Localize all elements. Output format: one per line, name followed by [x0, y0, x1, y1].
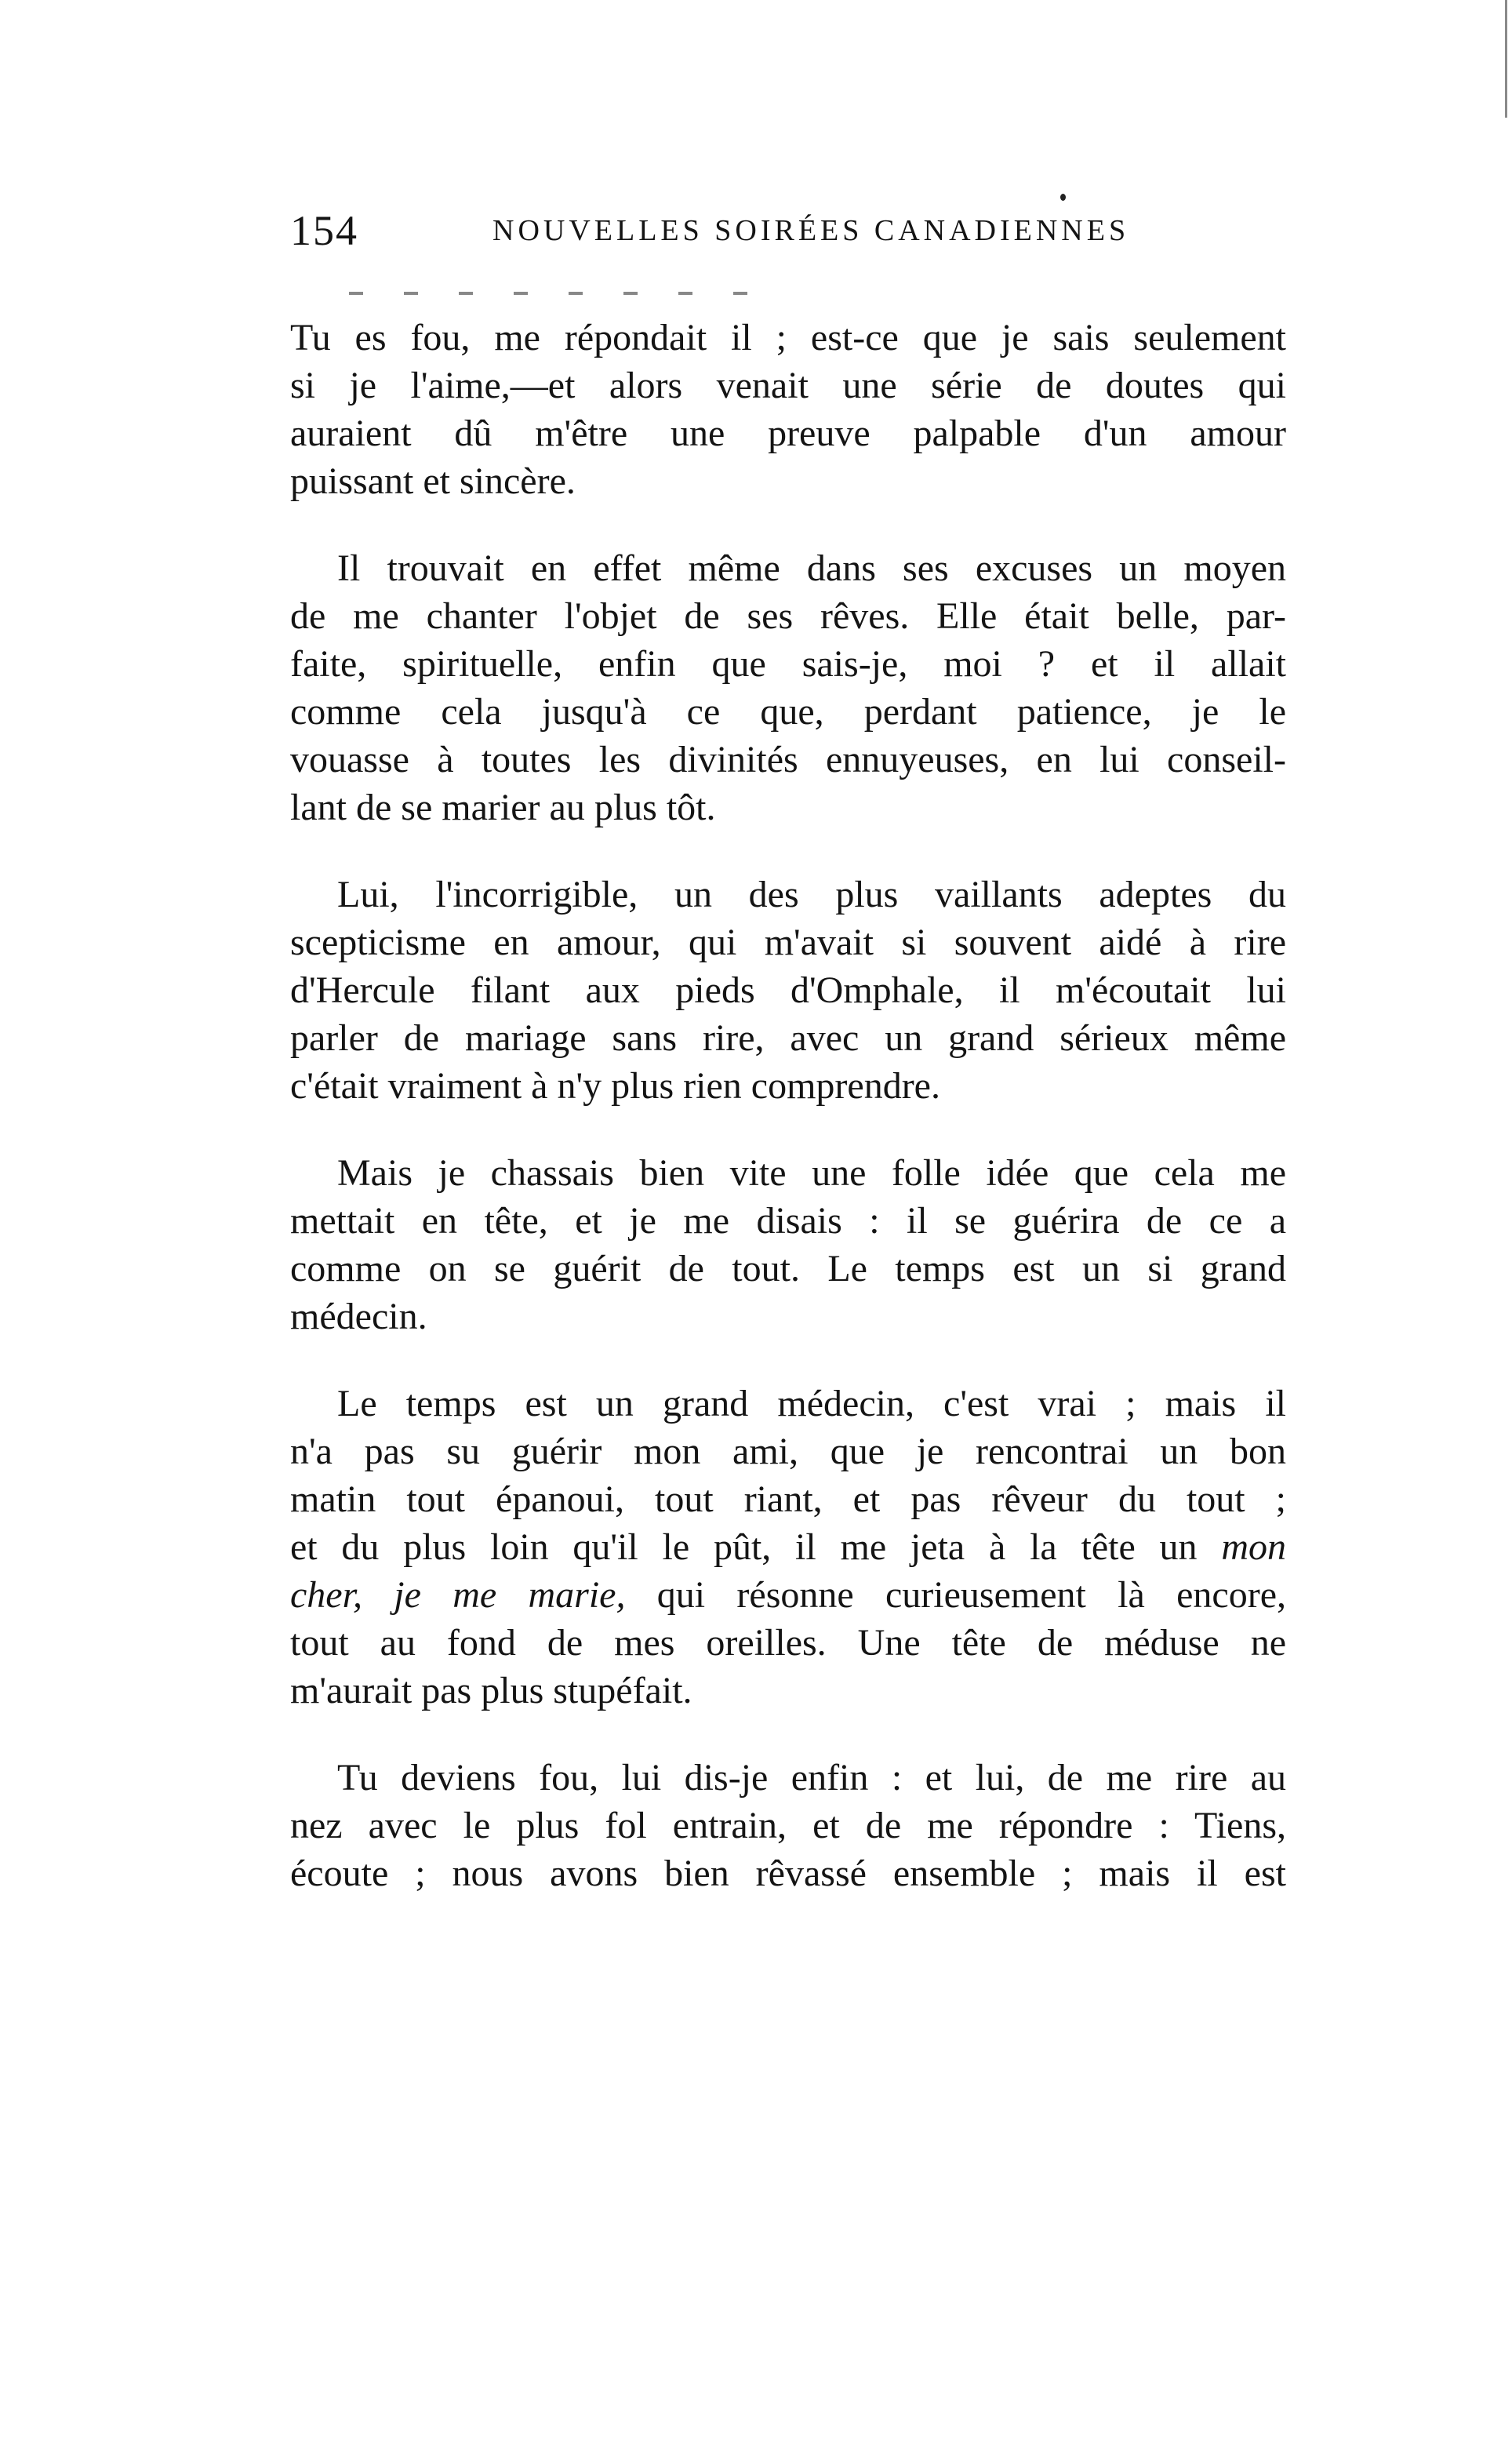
text-line: Mais je chassais bien vite une folle idée que cela me	[337, 1152, 1286, 1194]
text-line: Le temps est un grand médecin, c'est vrai ; mais il	[337, 1383, 1286, 1424]
text-line: faite, spirituelle, enfin que sais-je, moi ? et il allait	[290, 643, 1286, 685]
paragraph-6	[290, 1754, 1286, 1897]
text-line	[290, 1523, 1286, 1571]
italic-phrase: cher, je me marie,	[290, 1574, 626, 1616]
text-line: si je l'aime,—et alors venait une série de doutes qui	[290, 365, 1286, 406]
text-line: écoute ; nous avons bien rêvassé ensemble ; mais il est	[290, 1853, 1286, 1894]
text-line: Tu es fou, me répondait il ; est-ce que je sais seulement	[290, 317, 1286, 358]
running-title: NOUVELLES SOIRÉES CANADIENNES	[492, 214, 1130, 247]
text-line	[290, 1571, 1286, 1619]
scan-edge-mark	[1505, 0, 1507, 118]
text-line: tout au fond de mes oreilles. Une tête de méduse ne	[290, 1622, 1286, 1664]
text-line: vouasse à toutes les divinités ennuyeuses, en lui conseil-	[290, 739, 1286, 780]
text-line: Lui, l'incorrigible, un des plus vaillants adeptes du	[337, 874, 1286, 915]
text-line: Il trouvait en effet même dans ses excuses un moyen	[337, 547, 1286, 589]
text-line: matin tout épanoui, tout riant, et pas rêveur du tout ;	[290, 1478, 1286, 1520]
text-line: parler de mariage sans rire, avec un grand sérieux même	[290, 1017, 1286, 1059]
text-line: d'Hercule filant aux pieds d'Omphale, il m'écoutait lui	[290, 969, 1286, 1011]
text-line: c'était vraiment à n'y plus rien comprendre.	[290, 1065, 940, 1107]
text-line: scepticisme en amour, qui m'avait si souvent aidé à rire	[290, 922, 1286, 963]
text-line: nez avec le plus fol entrain, et de me répondre : Tiens,	[290, 1805, 1286, 1846]
paragraph-3	[290, 871, 1286, 1110]
text-line: m'aurait pas plus stupéfait.	[290, 1670, 692, 1711]
page-number: 154	[290, 207, 358, 254]
text-line: auraient dû m'être une preuve palpable d'un amour	[290, 413, 1286, 454]
paragraph-1	[290, 314, 1286, 505]
page-header	[290, 205, 1286, 268]
text-line: comme on se guérit de tout. Le temps est un si grand	[290, 1248, 1286, 1289]
text-line: comme cela jusqu'à ce que, perdant patience, je le	[290, 691, 1286, 733]
paragraph-5	[290, 1380, 1286, 1715]
ink-speck	[1060, 194, 1066, 201]
header-rule	[349, 292, 788, 295]
text-line: mettait en tête, et je me disais : il se guérira de ce a	[290, 1200, 1286, 1242]
text-run: qui résonne curieusement là encore,	[656, 1574, 1287, 1616]
italic-phrase: mon	[1221, 1526, 1286, 1568]
text-line: Tu deviens fou, lui dis-je enfin : et lui, de me rire au	[337, 1757, 1286, 1798]
text-line: médecin.	[290, 1296, 427, 1337]
paragraph-4	[290, 1149, 1286, 1340]
text-line: n'a pas su guérir mon ami, que je rencontrai un bon	[290, 1431, 1286, 1472]
body-text	[290, 314, 1286, 1937]
text-line: lant de se marier au plus tôt.	[290, 787, 716, 828]
text-line: puissant et sincère.	[290, 460, 576, 502]
text-line: de me chanter l'objet de ses rêves. Elle était belle, par-	[290, 595, 1286, 637]
text-run: et du plus loin qu'il le pût, il me jeta à la tête un	[290, 1526, 1198, 1568]
paragraph-2	[290, 544, 1286, 831]
